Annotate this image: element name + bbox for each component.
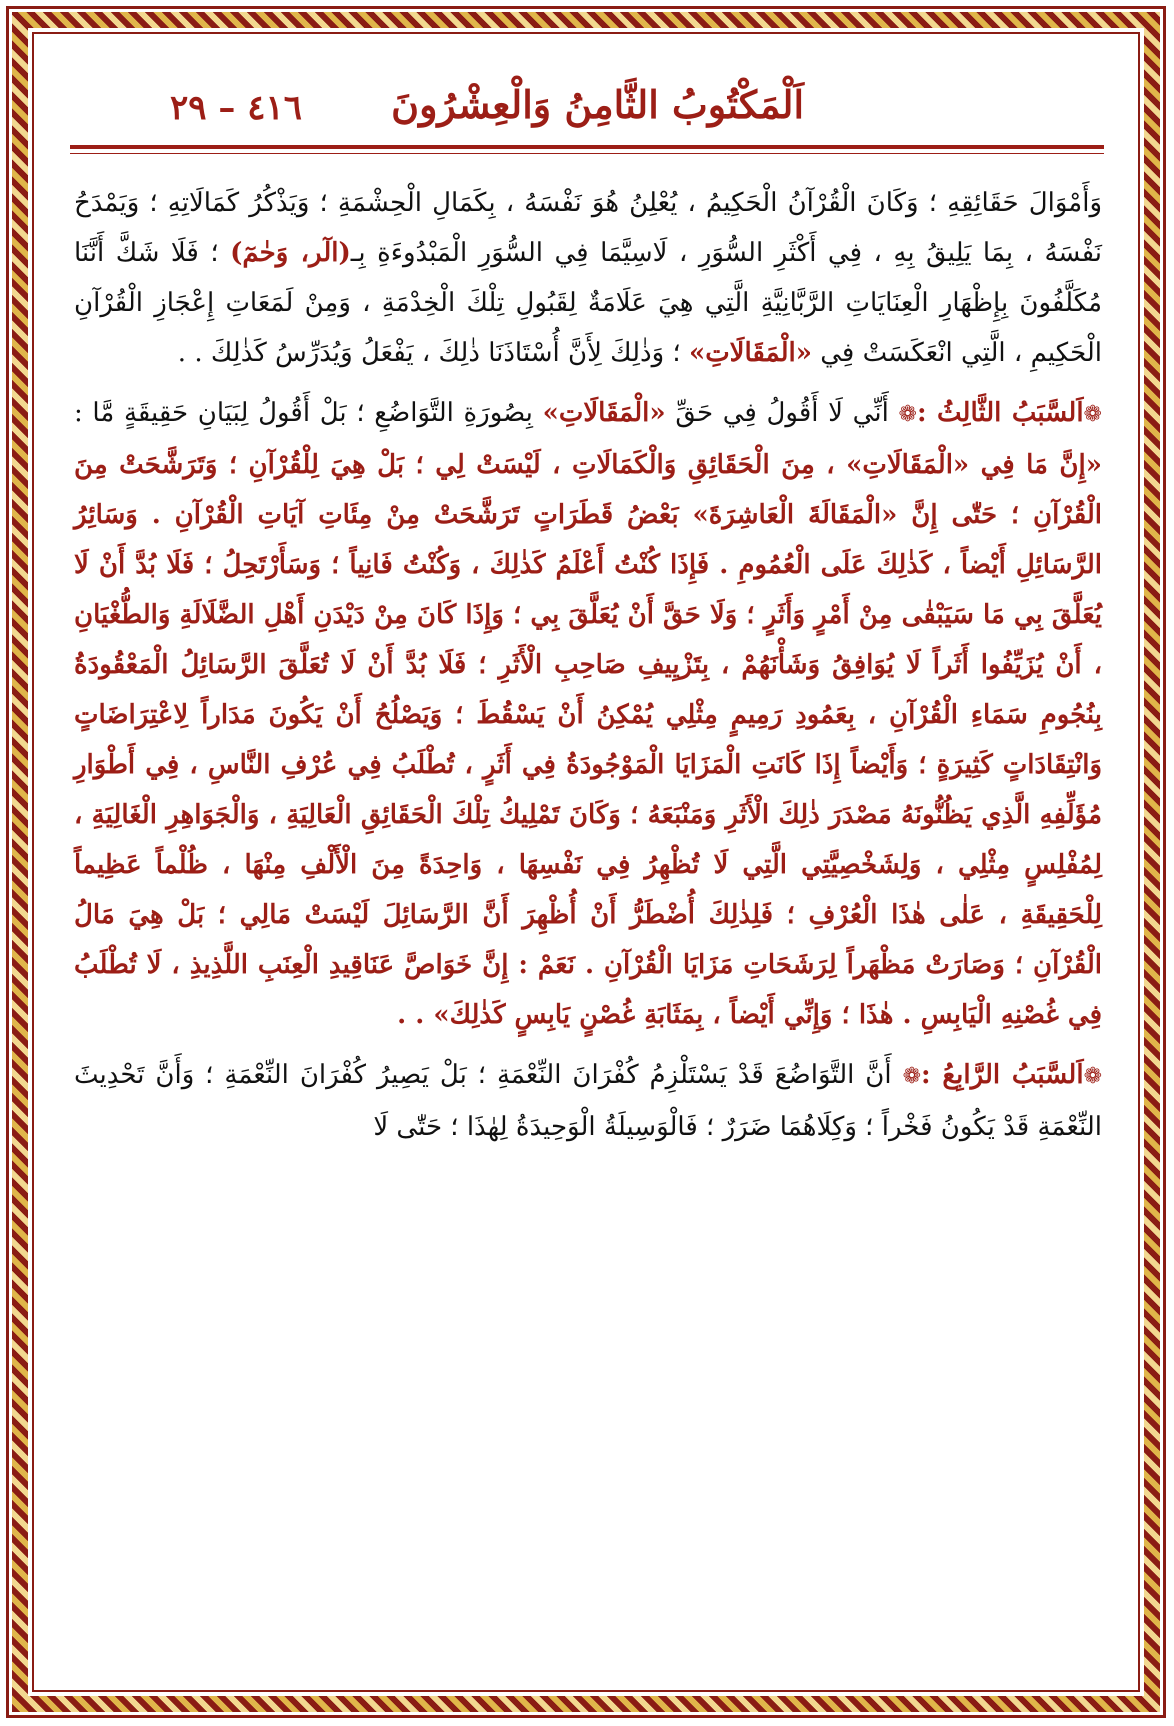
letter-title: اَلْمَكْتُوبُ الثَّامِنُ وَالْعِشْرُونَ [391,82,804,127]
reason-3-highlight: «الْمَقَالَاتِ» [542,398,666,428]
reason-3-quote: «إِنَّ مَا فِي «الْمَقَالَاتِ» ، مِنَ الْحَقَائِقِ وَالْكَمَالَاتِ ، لَيْسَتْ لِي ؛ بَلْ هِيَ لِلْقُرْآنِ ؛ وَتَرَشَّحَتْ مِنَ الْقُرْآنِ ؛ حَتّٰى إِنَّ «الْمَقَالَةَ الْعَاشِرَةَ» بَعْضُ قَطَرَاتٍ تَرَشَّحَتْ مِنْ مِئَاتِ آيَاتِ الْقُرْآنِ . وَسَائِرُ الرَّسَائِلِ أَيْضاً ، كَذٰلِكَ عَلَى الْعُمُومِ . فَإِذَا كُنْتُ أَعْلَمُ كَذٰلِكَ ، وَكُنْتُ فَانِياً ؛ وَسَأَرْتَحِلُ ؛ فَلَا بُدَّ أَنْ لَا يُعَلَّقَ بِي مَا سَيَبْقٰى مِنْ أَمْرٍ وَأَثَرٍ ؛ وَلَا حَقَّ أَنْ يُعَلَّقَ بِي ؛ وَإِذَا كَانَ مِنْ دَيْدَنِ أَهْلِ الضَّلَالَةِ وَالطُّغْيَانِ ، أَنْ يُزَيِّفُوا أَثَراً لَا يُوَافِقُ وَشَأْنَهُمْ ، بِتَزْيِيفِ صَاحِبِ الْأَثَرِ ؛ فَلَا بُدَّ أَنْ لَا تُعَلَّقَ الرَّسَائِلُ الْمَعْقُودَةُ بِنُجُومِ سَمَاءِ الْقُرْآنِ ، بِعَمُودِ رَمِيمٍ مِثْلِي يُمْكِنُ أَنْ يَسْقُطَ ؛ وَيَصْلُحُ أَنْ يَكُونَ مَدَاراً لِاعْتِرَاضَاتٍ وَانْتِقَادَاتٍ كَثِيرَةٍ ؛ وَأَيْضاً إِذَا كَانَتِ الْمَزَايَا الْمَوْجُودَةُ فِي أَثَرٍ ، تُطْلَبُ فِي عُرْفِ النَّاسِ ، فِي أَطْوَارِ مُؤَلِّفِهِ الَّذِي يَظُنُّونَهُ مَصْدَرَ ذٰلِكَ الْأَثَرِ وَمَنْبَعَهُ ؛ وَكَانَ تَمْلِيكُ تِلْكَ الْحَقَائِقِ الْعَالِيَةِ ، وَالْجَوَاهِرِ الْغَالِيَةِ ، لِمُفْلِسٍ مِثْلِي ، وَلِشَخْصِيَّتِي الَّتِي لَا تُظْهِرُ فِي نَفْسِهَا ، وَاحِدَةً مِنَ الْأَلْفِ مِنْهَا ، ظُلْماً عَظِيماً لِلْحَقِيقَةِ ، عَلٰى هٰذَا الْعُرْفِ ؛ فَلِذٰلِكَ أُضْطَرُّ أَنْ أُظْهِرَ أَنَّ الرَّسَائِلَ لَيْسَتْ مَالِي ؛ بَلْ هِيَ مَالُ الْقُرْآنِ ؛ وَصَارَتْ مَظْهَراً لِرَشَحَاتِ مَزَايَا الْقُرْآنِ . نَعَمْ : إِنَّ خَوَاصَّ عَنَاقِيدِ الْعِنَبِ اللَّذِيذِ ، لَا تُطْلَبُ فِي غُصْنِهِ الْيَابِسِ . هٰذَا ؛ وَإِنِّي أَيْضاً ، بِمَثَابَةِ غُصْنٍ يَابِسٍ كَذٰلِكَ» . . [74,450,1102,1030]
page-body [74,178,1102,1162]
reason-3-heading: اَلسَّبَبُ الثَّالِثُ : [916,398,1084,428]
reason-4-heading: اَلسَّبَبُ الرَّابِعُ : [921,1060,1084,1090]
header-rule-thin [70,153,1104,154]
reason-3-text-b: بِصُورَةِ التَّوَاضُعِ ؛ بَلْ أَقُولُ لِبَيَانِ حَقِيقَةٍ مَّا : [74,398,543,428]
ornament-close-icon: ❁ [902,1064,921,1089]
ornament-open-icon: ❁ [1083,402,1102,427]
reason-3-text-a: أَنِّي لَا أَقُولُ فِي حَقِّ [665,398,899,428]
page-header [70,78,1104,148]
paragraph-reason-3 [74,388,1102,1040]
intro-text-a: وَأَمْوَالَ حَقَائِقِهِ ؛ وَكَانَ الْقُرْآنُ الْحَكِيمُ ، يُعْلِنُ هُوَ نَفْسَهُ ، بِكَمَالِ الْحِشْمَةِ ؛ وَيَذْكُرُ كَمَالَاتِهِ ؛ وَيَمْدَحُ نَفْسَهُ ، بِمَا يَلِيقُ بِهِ ، فِي أَكْثَرِ السُّوَرِ ، لَاسِيَّمَا فِي السُّوَرِ الْمَبْدُوءَةِ بِـ [74,188,1102,268]
paragraph-intro [74,178,1102,378]
intro-highlight-surahs: (الٓر، وَحٰمٓ) [230,238,351,268]
intro-text-c: ؛ وَذٰلِكَ لِأَنَّ أُسْتَاذَنَا ذٰلِكَ ، يَفْعَلُ وَيُدَرِّسُ كَذٰلِكَ . . [177,338,689,368]
intro-highlight-maqalat: «الْمَقَالَاتِ» [688,338,812,368]
intro-text-b: ؛ فَلَا شَكَّ أَنَّنَا مُكَلَّفُونَ بِإِظْهَارِ الْعِنَايَاتِ الرَّبَّانِيَّةِ الَّتِي هِيَ عَلَامَةٌ لِقَبُولِ تِلْكَ الْخِدْمَةِ ، وَمِنْ لَمَعَاتِ إِعْجَازِ الْقُرْآنِ الْحَكِيمِ ، الَّتِي انْعَكَسَتْ فِي [74,238,1102,368]
paragraph-reason-4 [74,1050,1102,1152]
ornament-close-icon: ❁ [898,402,917,427]
reason-4-text: أَنَّ التَّوَاضُعَ قَدْ يَسْتَلْزِمُ كُفْرَانَ النِّعْمَةِ ؛ بَلْ يَصِيرُ كُفْرَانَ النِّعْمَةِ ؛ وَأَنَّ تَحْدِيثَ النِّعْمَةِ قَدْ يَكُونُ فَخْراً ؛ وَكِلَاهُمَا ضَرَرٌ ؛ فَالْوَسِيلَةُ الْوَحِيدَةُ لِهٰذَا ؛ حَتّٰى لَا [74,1060,1102,1142]
page-number: ٤١٦ – ٢٩ [170,88,303,128]
ornament-open-icon: ❁ [1083,1064,1102,1089]
header-rule-thick [70,145,1104,149]
